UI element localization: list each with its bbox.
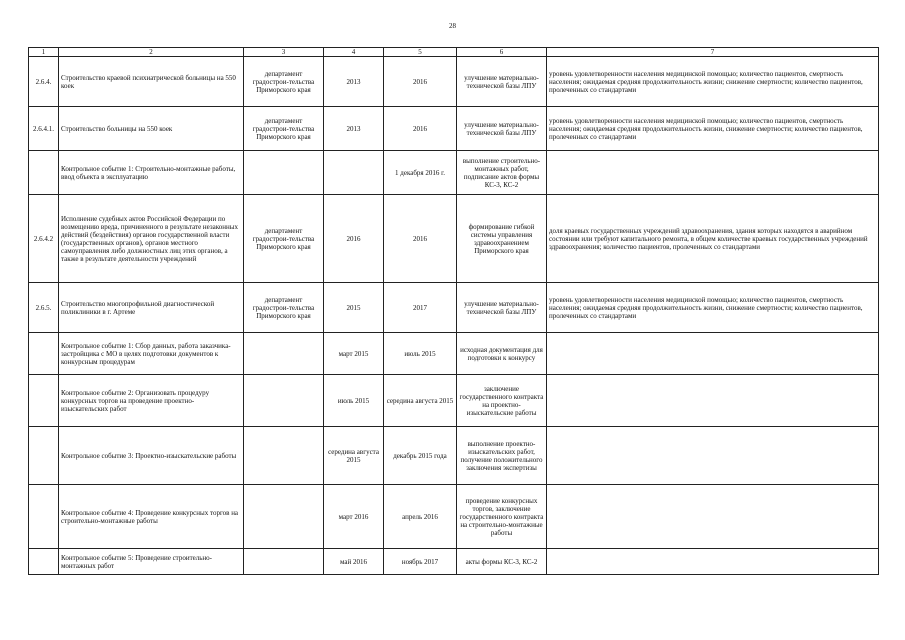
table-row bbox=[29, 427, 879, 485]
expected-result: выполнение строительно-монтажных работ, подписание актов формы КС-3, КС-2 bbox=[457, 151, 547, 195]
start-date: 2013 bbox=[324, 57, 384, 107]
end-date: 2016 bbox=[384, 57, 457, 107]
indicators bbox=[547, 333, 879, 375]
executor: департамент градострои-тельства Приморского края bbox=[244, 57, 324, 107]
activity-name: Строительство многопрофильной диагностической поликлиники в г. Артеме bbox=[59, 283, 244, 333]
table-row bbox=[29, 151, 879, 195]
activity-name: Контрольное событие 1: Сбор данных, работа заказчика-застройщика с МО в целях подготовки документов к конкурсным процедурам bbox=[59, 333, 244, 375]
activity-name: Исполнение судебных актов Российской Федерации по возмещению вреда, причиненного в результате незаконных действий (бездействия) органов государственной власти (государственных органов), органов местного самоуправления либо должностных лиц этих органов, а также в результате деятельности учреждений bbox=[59, 195, 244, 283]
executor bbox=[244, 375, 324, 427]
activity-name: Контрольное событие 1: Строительно-монтажные работы, ввод объекта в эксплуатацию bbox=[59, 151, 244, 195]
expected-result: улучшение материально-технической базы ЛПУ bbox=[457, 57, 547, 107]
activity-name: Контрольное событие 4: Проведение конкурсных торгов на строительно-монтажные работы bbox=[59, 485, 244, 549]
executor bbox=[244, 427, 324, 485]
start-date: март 2016 bbox=[324, 485, 384, 549]
expected-result: проведение конкурсных торгов, заключение государственного контракта на строительно-монтажные работы bbox=[457, 485, 547, 549]
end-date: 2016 bbox=[384, 107, 457, 151]
indicators bbox=[547, 485, 879, 549]
table-row bbox=[29, 57, 879, 107]
row-number bbox=[29, 151, 59, 195]
activity-name: Контрольное событие 5: Проведение строительно-монтажных работ bbox=[59, 549, 244, 575]
column-header: 2 bbox=[59, 48, 244, 57]
indicators bbox=[547, 375, 879, 427]
indicators: уровень удовлетворенности населения медицинской помощью; количество пациентов, смертность населения; ожидаемая средняя продолжительность жизни, снижение смертности; количество пациентов, пролеченных со стандартами bbox=[547, 283, 879, 333]
executor bbox=[244, 549, 324, 575]
end-date: середина августа 2015 bbox=[384, 375, 457, 427]
expected-result: заключение государственного контракта на проектно-изыскательские работы bbox=[457, 375, 547, 427]
column-header: 5 bbox=[384, 48, 457, 57]
row-number bbox=[29, 375, 59, 427]
start-date: июль 2015 bbox=[324, 375, 384, 427]
column-header: 7 bbox=[547, 48, 879, 57]
table-row bbox=[29, 283, 879, 333]
row-number bbox=[29, 549, 59, 575]
indicators bbox=[547, 427, 879, 485]
row-number: 2.6.4. bbox=[29, 57, 59, 107]
table-row bbox=[29, 195, 879, 283]
page-number: 28 bbox=[449, 22, 456, 30]
expected-result: выполнение проектно-изыскательских работ, получение положительного заключения экспертизы bbox=[457, 427, 547, 485]
table-row bbox=[29, 375, 879, 427]
program-table bbox=[28, 47, 879, 575]
table-row bbox=[29, 549, 879, 575]
column-header: 4 bbox=[324, 48, 384, 57]
start-date bbox=[324, 151, 384, 195]
column-header: 3 bbox=[244, 48, 324, 57]
activity-name: Контрольное событие 2: Организовать процедуру конкурсных торгов на проведение проектно-изыскательских работ bbox=[59, 375, 244, 427]
start-date: середина августа 2015 bbox=[324, 427, 384, 485]
activity-name: Строительство больницы на 550 коек bbox=[59, 107, 244, 151]
end-date: 1 декабря 2016 г. bbox=[384, 151, 457, 195]
row-number bbox=[29, 427, 59, 485]
end-date: ноябрь 2017 bbox=[384, 549, 457, 575]
row-number: 2.6.4.1. bbox=[29, 107, 59, 151]
start-date: 2013 bbox=[324, 107, 384, 151]
indicators bbox=[547, 549, 879, 575]
column-header: 1 bbox=[29, 48, 59, 57]
indicators: уровень удовлетворенности населения медицинской помощью; количество пациентов, смертность населения; ожидаемая средняя продолжительность жизни; снижение смертности; количество пациентов, пролеченных со стандартами bbox=[547, 57, 879, 107]
column-header: 6 bbox=[457, 48, 547, 57]
expected-result: улучшение материально-технической базы ЛПУ bbox=[457, 283, 547, 333]
executor bbox=[244, 485, 324, 549]
activity-name: Строительство краевой психиатрической больницы на 550 коек bbox=[59, 57, 244, 107]
executor bbox=[244, 333, 324, 375]
start-date: 2015 bbox=[324, 283, 384, 333]
start-date: март 2015 bbox=[324, 333, 384, 375]
start-date: май 2016 bbox=[324, 549, 384, 575]
end-date: 2017 bbox=[384, 283, 457, 333]
indicators bbox=[547, 151, 879, 195]
end-date: декабрь 2015 года bbox=[384, 427, 457, 485]
table-row bbox=[29, 333, 879, 375]
table-row bbox=[29, 107, 879, 151]
executor bbox=[244, 151, 324, 195]
indicators: доля краевых государственных учреждений здравоохранения, здания которых находятся в аварийном состоянии или требуют капитального ремонта, в общем количестве краевых государственных учреждений здравоохранения; количество пациентов, пролеченных со стандартами bbox=[547, 195, 879, 283]
indicators: уровень удовлетворенности населения медицинской помощью; количество пациентов, смертность населения; ожидаемая средняя продолжительность жизни, снижение смертности; количество пациентов, пролеченных со стандартами bbox=[547, 107, 879, 151]
end-date: апрель 2016 bbox=[384, 485, 457, 549]
row-number: 2.6.4.2 bbox=[29, 195, 59, 283]
expected-result: акты формы КС-3, КС-2 bbox=[457, 549, 547, 575]
end-date: июль 2015 bbox=[384, 333, 457, 375]
row-number bbox=[29, 333, 59, 375]
expected-result: исходная документация для подготовки к конкурсу bbox=[457, 333, 547, 375]
start-date: 2016 bbox=[324, 195, 384, 283]
expected-result: формирование гибкой системы управления здравоохранением Приморского края bbox=[457, 195, 547, 283]
executor: департамент градострои-тельства Приморского края bbox=[244, 107, 324, 151]
row-number: 2.6.5. bbox=[29, 283, 59, 333]
executor: департамент градострои-тельства Приморского края bbox=[244, 283, 324, 333]
row-number bbox=[29, 485, 59, 549]
activity-name: Контрольное событие 3: Проектно-изыскательские работы bbox=[59, 427, 244, 485]
executor: департамент градострои-тельства Приморского края bbox=[244, 195, 324, 283]
table-row bbox=[29, 485, 879, 549]
end-date: 2016 bbox=[384, 195, 457, 283]
expected-result: улучшение материально-технической базы ЛПУ bbox=[457, 107, 547, 151]
header-row bbox=[29, 48, 879, 57]
